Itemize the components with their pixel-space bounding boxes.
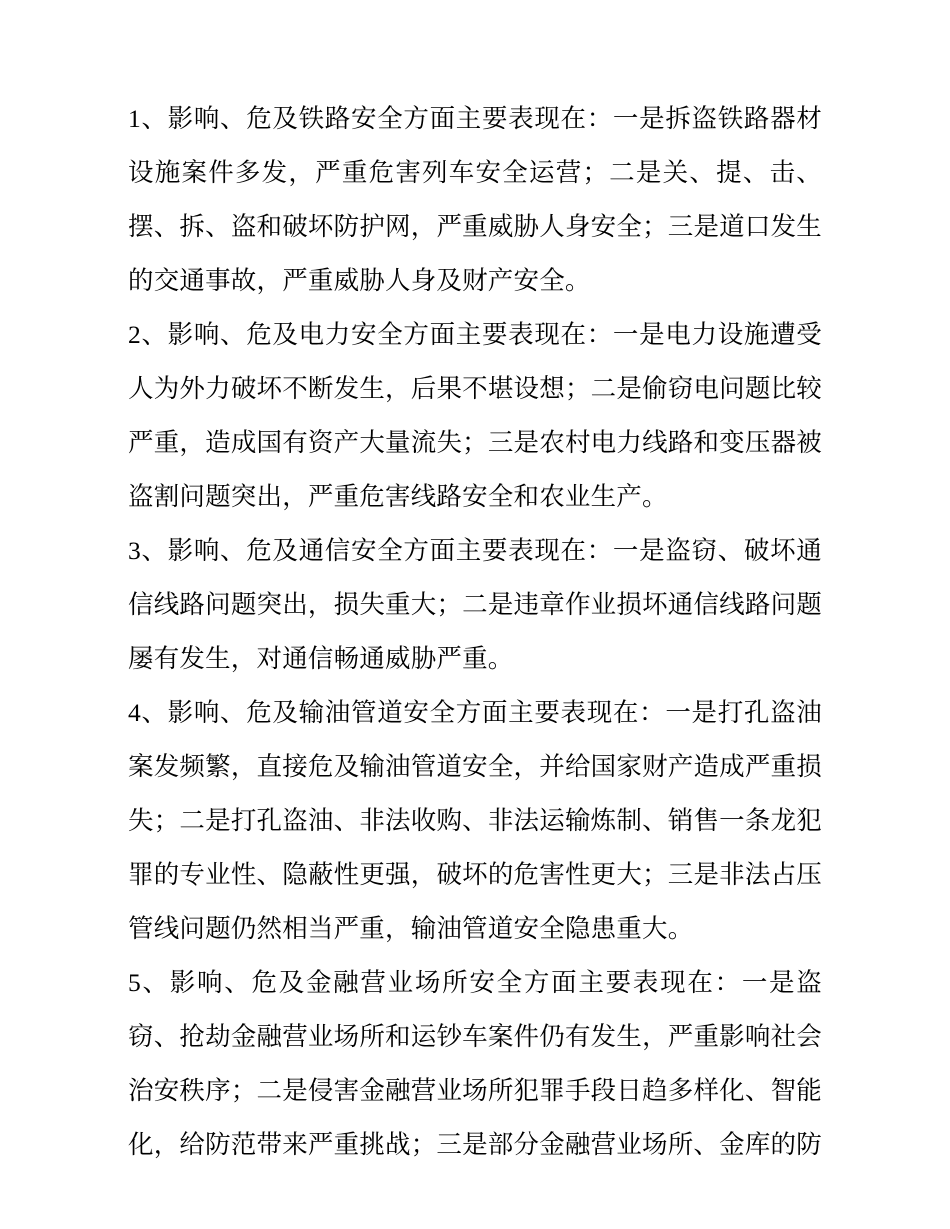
paragraph-1: 1、影响、危及铁路安全方面主要表现在：一是拆盗铁路器材设施案件多发，严重危害列车安全运营；二是关、提、击、摆、拆、盗和破坏防护网，严重威胁人身安全；三是道口发生的交通事故，严重威胁人身及财产安全。 bbox=[128, 104, 822, 295]
paragraph-5: 5、影响、危及金融营业场所安全方面主要表现在：一是盗窃、抢劫金融营业场所和运钞车案件仍有发生，严重影响社会治安秩序；二是侵害金融营业场所犯罪手段日趋多样化、智能化，给防范带来严重挑战；三是部分金融营业场所、金库的防 bbox=[128, 968, 822, 1159]
paragraph-4: 4、影响、危及输油管道安全方面主要表现在：一是打孔盗油案发频繁，直接危及输油管道安全，并给国家财产造成严重损失；二是打孔盗油、非法收购、非法运输炼制、销售一条龙犯罪的专业性、隐蔽性更强，破坏的危害性更大；三是非法占压管线问题仍然相当严重，输油管道安全隐患重大。 bbox=[128, 698, 822, 943]
document-body bbox=[128, 92, 822, 1172]
paragraph-2: 2、影响、危及电力安全方面主要表现在：一是电力设施遭受人为外力破坏不断发生，后果不堪设想；二是偷窃电问题比较严重，造成国有资产大量流失；三是农村电力线路和变压器被盗割问题突出，严重危害线路安全和农业生产。 bbox=[128, 320, 822, 511]
paragraph-3: 3、影响、危及通信安全方面主要表现在：一是盗窃、破坏通信线路问题突出，损失重大；二是违章作业损坏通信线路问题屡有发生，对通信畅通威胁严重。 bbox=[128, 536, 822, 673]
